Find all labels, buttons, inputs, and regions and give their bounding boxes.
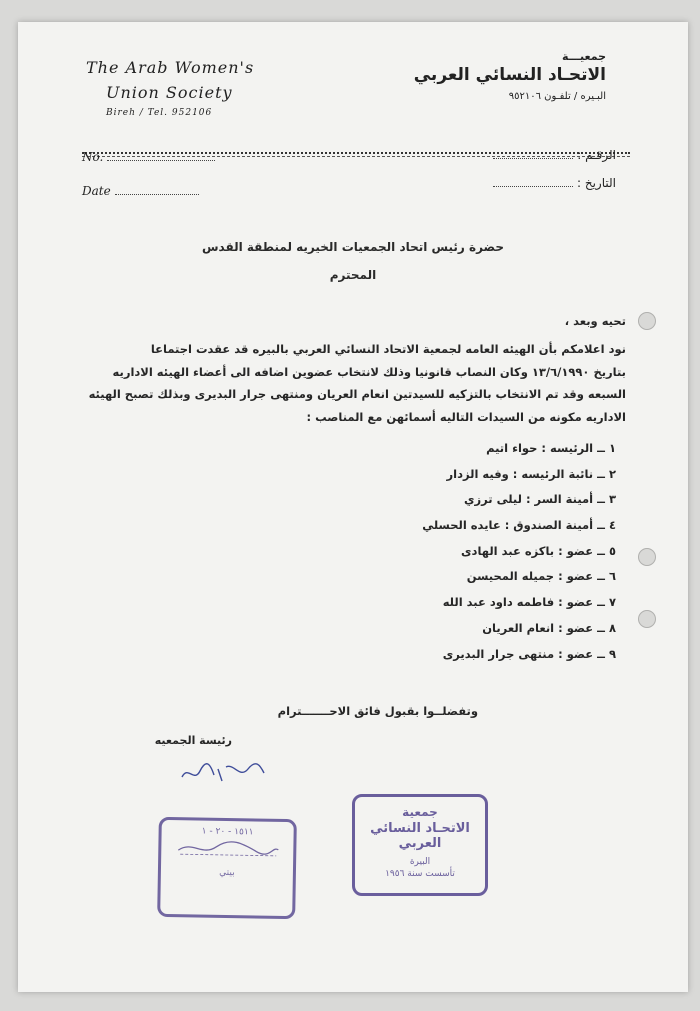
letterhead-english <box>86 58 254 118</box>
letterhead-arabic <box>414 50 606 102</box>
org-name-ar-line1: جمعيـــة <box>562 50 606 63</box>
list-item: ٧ ــ عضو : فاطمه داود عبد الله <box>442 595 616 610</box>
paragraph-line: بتاريخ ١٣/٦/١٩٩٠ وكان النصاب قانونيا وذلك لانتخاب عضوين اضافه الى أعضاء الهيئه الاداريه <box>112 364 626 379</box>
date-blank-ar <box>493 186 573 187</box>
stamp-line: بيتي <box>219 867 235 879</box>
punch-hole <box>638 312 656 330</box>
handwritten-signature <box>178 755 268 791</box>
list-item: ٦ ــ عضو : جميله المحيسن <box>466 569 616 584</box>
stamp-line: جمعية <box>402 805 438 819</box>
letter-page <box>18 22 688 992</box>
list-item: ٣ ــ أمينة السر : ليلى ترزي <box>463 492 616 507</box>
date-field-en <box>82 184 199 198</box>
number-field-en <box>82 150 215 164</box>
signature-title: رئيسة الجمعيه <box>154 734 232 747</box>
number-blank <box>107 160 215 161</box>
date-stamp <box>157 817 297 919</box>
stamp-line: البيرة <box>409 857 431 867</box>
board-members-list <box>422 436 616 667</box>
org-name-en-line1: The Arab Women's <box>86 58 255 77</box>
stamp-scribble <box>172 836 282 860</box>
punch-hole <box>638 610 656 628</box>
org-name-ar-line2: الاتحـاد النسائي العربي <box>413 65 606 85</box>
org-name-en-line2: Union Society <box>106 83 233 102</box>
list-item: ٥ ــ عضو : باكزه عبد الهادى <box>461 543 616 558</box>
list-item: ١ ــ الرئيسه : حواء اتيم <box>486 441 616 455</box>
society-stamp <box>352 794 488 896</box>
closing-line: وتفضلــوا بقبول فائق الاحـــــــترام <box>277 704 478 718</box>
addressee: حضرة رئيس اتحاد الجمعيات الخيريه لمنطقة القدس <box>201 240 505 254</box>
paragraph-line: الاداريه مكونه من السيدات التاليه أسمائهن مع المناصب : <box>306 409 626 424</box>
date-blank <box>115 194 199 195</box>
number-label-ar: الرقـم : <box>577 148 616 162</box>
paragraph-line: نود اعلامكم بأن الهيئه العامه لجمعية الاتحاد النسائي العربي بالبيره قد عقدت اجتماعا <box>150 342 626 356</box>
greeting: تحيه وبعد ، <box>564 314 626 328</box>
date-label-en: Date <box>82 184 111 198</box>
list-item: ٤ ــ أمينة الصندوق : عايده الحسلي <box>422 518 616 533</box>
stamp-line: تأسست سنة ١٩٥٦ <box>385 869 455 879</box>
date-label-ar: التاريخ : <box>576 176 616 190</box>
honorific: المحترم <box>329 268 377 282</box>
paragraph-line: السبعه وقد تم الانتخاب بالتزكيه للسيدتين انعام العريان ومنتهى جرار البديرى وبذلك تصبح الهيئه <box>88 387 626 401</box>
stamp-line: ١٥١١ - ٢٠ - ١ <box>201 826 254 838</box>
number-field-ar <box>493 148 616 162</box>
org-contact-en: Bireh / Tel. 952106 <box>106 108 213 118</box>
list-item: ٢ ــ نائبة الرئيسه : وفيه الزدار <box>446 466 616 481</box>
punch-hole <box>638 548 656 566</box>
stamp-line: الاتحـاد النسائي العربي <box>370 821 470 851</box>
list-item: ٩ ــ عضو : منتهى جرار البديرى <box>442 646 616 661</box>
date-field-ar <box>493 176 616 190</box>
org-contact-ar: البـيره / تلفـون ٩٥٢١٠٦ <box>508 91 606 102</box>
number-label-en: No. <box>82 150 104 164</box>
number-blank-ar <box>493 158 573 159</box>
list-item: ٨ ــ عضو : انعام العريان <box>482 620 616 635</box>
letter-paragraph <box>66 338 626 428</box>
